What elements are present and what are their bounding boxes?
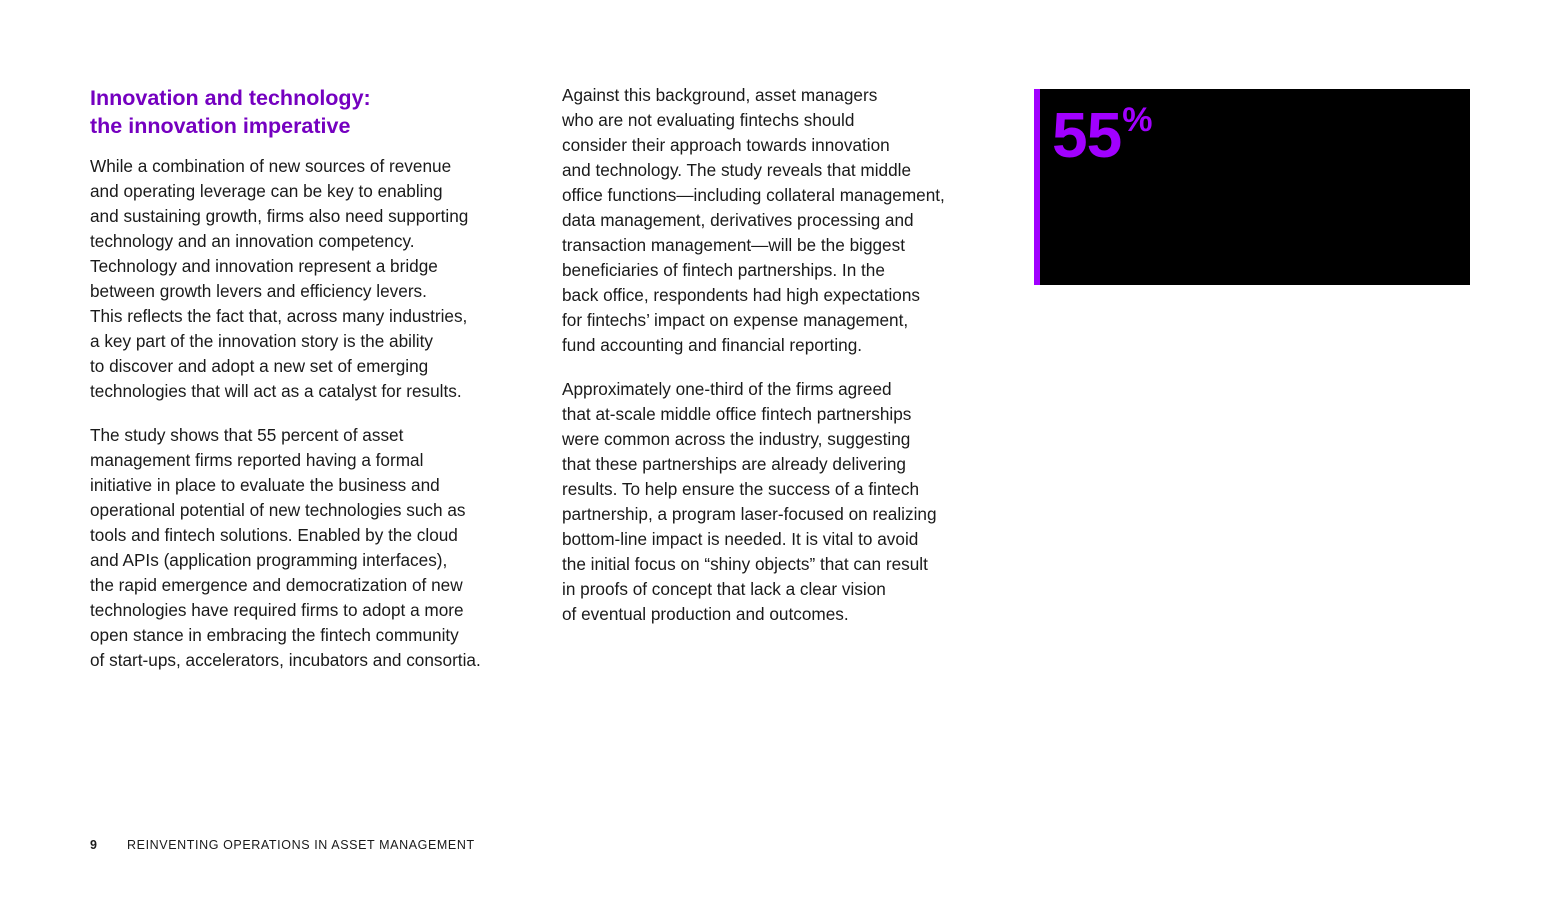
text-line: office functions—including collateral management,: [562, 185, 945, 205]
text-line: and technology. The study reveals that middle: [562, 160, 912, 180]
text-line: of start-ups, accelerators, incubators and consortia.: [90, 650, 481, 670]
text-line: back office, respondents had high expectations: [562, 285, 920, 305]
text-line: transaction management—will be the biggest: [562, 235, 905, 255]
text-line: Against this background, asset managers: [562, 85, 878, 105]
text-line: beneficiaries of fintech partnerships. In the: [562, 260, 885, 280]
text-line: for fintechs’ impact on expense management,: [562, 310, 909, 330]
page-footer: [90, 837, 475, 853]
heading-line: the innovation imperative: [90, 114, 351, 138]
text-line: that at-scale middle office fintech partnerships: [562, 404, 912, 424]
text-line: of eventual production and outcomes.: [562, 604, 849, 624]
text-line: and operating leverage can be key to enabling: [90, 181, 443, 201]
text-line: to discover and adopt a new set of emerging: [90, 356, 429, 376]
accent-bar: [1034, 89, 1040, 285]
text-line: This reflects the fact that, across many industries,: [90, 306, 468, 326]
text-line: operational potential of new technologies such as: [90, 500, 466, 520]
text-line: initiative in place to evaluate the business and: [90, 475, 440, 495]
stat-callout: [1034, 89, 1470, 285]
document-title: REINVENTING OPERATIONS IN ASSET MANAGEMENT: [127, 838, 475, 852]
text-line: Technology and innovation represent a bridge: [90, 256, 438, 276]
text-line: were common across the industry, suggesting: [562, 429, 911, 449]
section-heading: [90, 84, 371, 140]
text-line: a key part of the innovation story is the ability: [90, 331, 433, 351]
text-line: Approximately one-third of the firms agreed: [562, 379, 892, 399]
stat-number: 55: [1052, 99, 1122, 171]
text-line: results. To help ensure the success of a fintech: [562, 479, 919, 499]
body-paragraph: [562, 377, 937, 627]
stat-value: [1052, 93, 1153, 171]
text-line: consider their approach towards innovation: [562, 135, 890, 155]
body-paragraph: [90, 154, 468, 404]
text-line: the initial focus on “shiny objects” that can result: [562, 554, 928, 574]
heading-line: Innovation and technology:: [90, 86, 371, 110]
page-number: 9: [90, 838, 97, 852]
text-line: fund accounting and financial reporting.: [562, 335, 863, 355]
text-line: and APIs (application programming interfaces),: [90, 550, 448, 570]
text-line: technologies have required firms to adopt a more: [90, 600, 464, 620]
text-line: and sustaining growth, firms also need supporting: [90, 206, 469, 226]
text-line: technologies that will act as a catalyst for results.: [90, 381, 462, 401]
text-line: bottom-line impact is needed. It is vital to avoid: [562, 529, 919, 549]
text-line: in proofs of concept that lack a clear vision: [562, 579, 886, 599]
text-line: partnership, a program laser-focused on realizing: [562, 504, 937, 524]
text-line: that these partnerships are already delivering: [562, 454, 906, 474]
text-line: The study shows that 55 percent of asset: [90, 425, 404, 445]
body-paragraph: [562, 83, 945, 358]
text-line: between growth levers and efficiency levers.: [90, 281, 427, 301]
text-line: tools and fintech solutions. Enabled by the cloud: [90, 525, 458, 545]
text-line: who are not evaluating fintechs should: [562, 110, 855, 130]
text-line: management firms reported having a formal: [90, 450, 424, 470]
text-line: open stance in embracing the fintech community: [90, 625, 459, 645]
text-line: While a combination of new sources of revenue: [90, 156, 452, 176]
body-paragraph: [90, 423, 481, 673]
text-line: the rapid emergence and democratization of new: [90, 575, 463, 595]
stat-unit: %: [1122, 101, 1153, 139]
text-line: data management, derivatives processing and: [562, 210, 914, 230]
text-line: technology and an innovation competency.: [90, 231, 415, 251]
